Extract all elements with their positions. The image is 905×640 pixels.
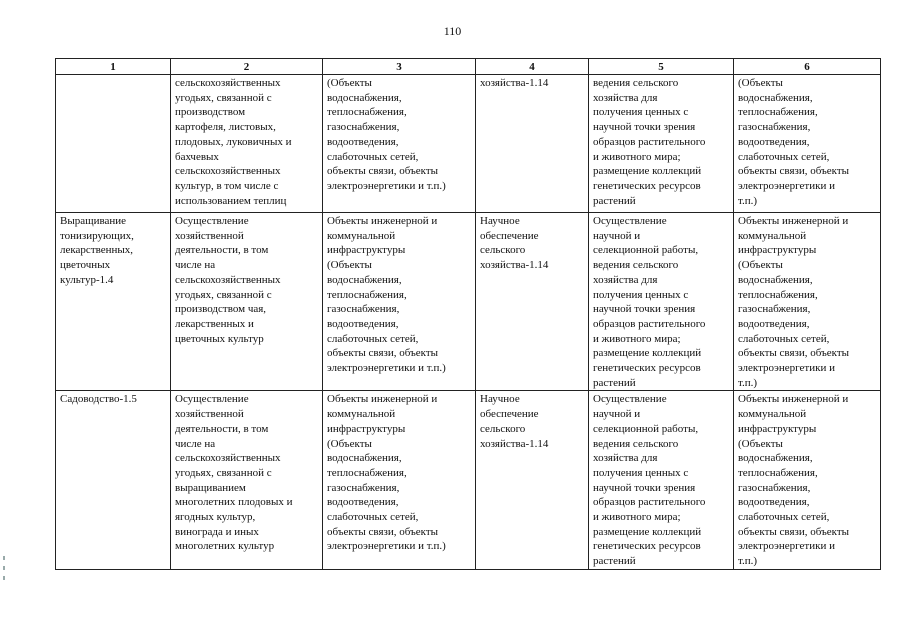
column-header-6: 6 xyxy=(734,59,881,75)
scan-margin-mark xyxy=(3,576,5,580)
table-row xyxy=(56,391,881,569)
column-header-3: 3 xyxy=(323,59,476,75)
table-cell: Научное обеспечение сельского хозяйства-1.14 xyxy=(476,213,589,391)
column-header-4: 4 xyxy=(476,59,589,75)
column-header-1: 1 xyxy=(56,59,171,75)
page-number: 110 xyxy=(443,24,462,38)
table-cell xyxy=(56,75,171,213)
column-header-5: 5 xyxy=(589,59,734,75)
table-cell: хозяйства-1.14 xyxy=(476,75,589,213)
table-cell: Садоводство-1.5 xyxy=(56,391,171,569)
table-cell: Объекты инженерной и коммунальной инфраструктуры (Объекты водоснабжения, теплоснабжения, газоснабжения, водоотведения, слаботочных сетей, объекты связи, объекты электроэнергетики и т.п.) xyxy=(734,391,881,569)
scan-margin-mark xyxy=(3,556,5,560)
table-cell: (Объекты водоснабжения, теплоснабжения, газоснабжения, водоотведения, слаботочных сетей, объекты связи, объекты электроэнергетики и т.п.) xyxy=(734,75,881,213)
table-cell: (Объекты водоснабжения, теплоснабжения, газоснабжения, водоотведения, слаботочных сетей, объекты связи, объекты электроэнергетики и т.п.) xyxy=(323,75,476,213)
table-cell: Объекты инженерной и коммунальной инфраструктуры (Объекты водоснабжения, теплоснабжения, газоснабжения, водоотведения, слаботочных сетей, объекты связи, объекты электроэнергетики и т.п.) xyxy=(734,213,881,391)
table-cell: ведения сельского хозяйства для получения ценных с научной точки зрения образцов растительного и животного мира; размещение коллекций генетических ресурсов растений xyxy=(589,75,734,213)
table-cell: Осуществление научной и селекционной работы, ведения сельского хозяйства для получения ценных с научной точки зрения образцов растительного и животного мира; размещение коллекций генетических ресурсов растений xyxy=(589,391,734,569)
table-cell: Осуществление хозяйственной деятельности, в том числе на сельскохозяйственных угодьях, связанной с выращиванием многолетних плодовых и ягодных культур, винограда и иных многолетних культур xyxy=(171,391,323,569)
table-cell: Научное обеспечение сельского хозяйства-1.14 xyxy=(476,391,589,569)
column-header-2: 2 xyxy=(171,59,323,75)
table-row xyxy=(56,213,881,391)
table-row xyxy=(56,75,881,213)
land-use-table xyxy=(55,58,881,570)
table-cell: Осуществление хозяйственной деятельности, в том числе на сельскохозяйственных угодьях, связанной с производством чая, лекарственных и цветочных культур xyxy=(171,213,323,391)
table-cell: Осуществление научной и селекционной работы, ведения сельского хозяйства для получения ценных с научной точки зрения образцов растительного и животного мира; размещение коллекций генетических ресурсов растений xyxy=(589,213,734,391)
table-cell: Объекты инженерной и коммунальной инфраструктуры (Объекты водоснабжения, теплоснабжения, газоснабжения, водоотведения, слаботочных сетей, объекты связи, объекты электроэнергетики и т.п.) xyxy=(323,213,476,391)
table-cell: сельскохозяйственных угодьях, связанной с производством картофеля, листовых, плодовых, луковичных и бахчевых сельскохозяйственных культур, в том числе с использованием теплиц xyxy=(171,75,323,213)
scan-margin-mark xyxy=(3,566,5,570)
table-cell: Объекты инженерной и коммунальной инфраструктуры (Объекты водоснабжения, теплоснабжения, газоснабжения, водоотведения, слаботочных сетей, объекты связи, объекты электроэнергетики и т.п.) xyxy=(323,391,476,569)
table-cell: Выращивание тонизирующих, лекарственных, цветочных культур-1.4 xyxy=(56,213,171,391)
header-row xyxy=(56,59,881,75)
